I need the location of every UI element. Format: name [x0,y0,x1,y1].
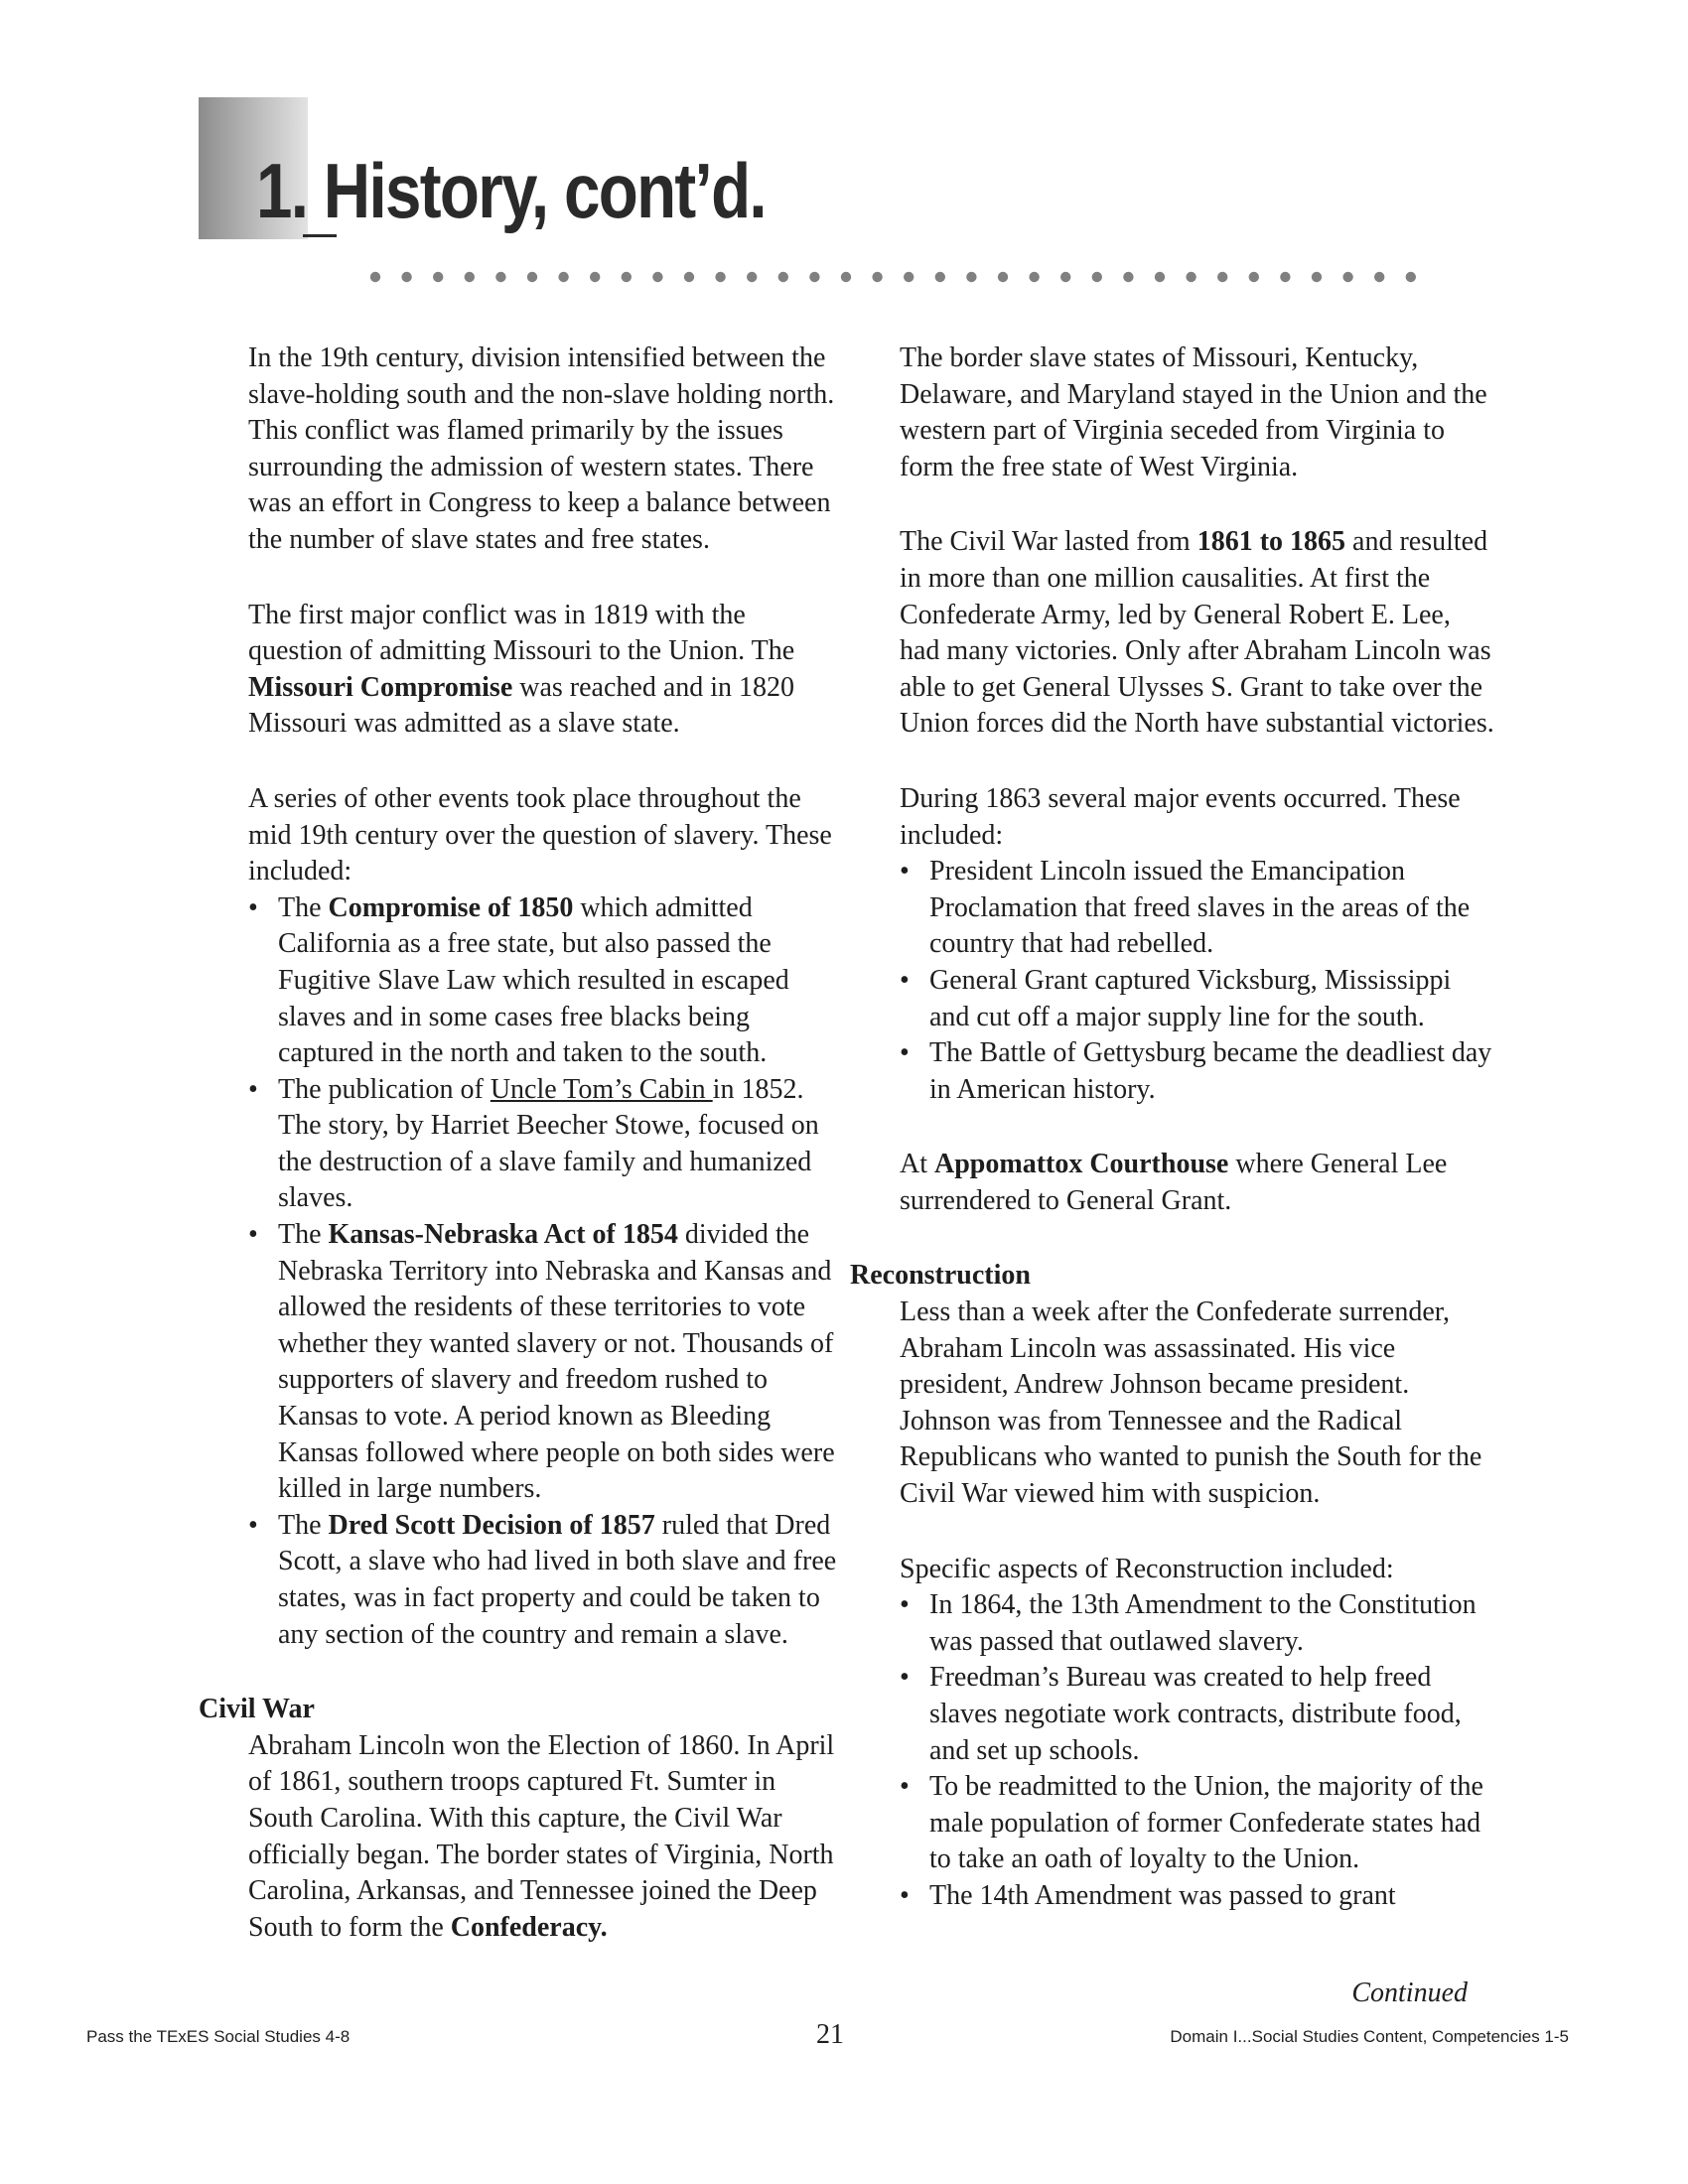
list-item: • Freedman’s Bureau was created to help freed slaves negotiate work contracts, distribute food, and set up schools. [900,1660,1495,1769]
dot-ornament [935,272,945,282]
text-run: The [278,1509,329,1541]
dot-ornament [1406,272,1416,282]
dot-ornament [966,272,976,282]
dot-ornament [1280,272,1290,282]
text-run: ruled that Dred Scott, a slave who had lived in both slave and free states, was in fact property and could be taken to any section of the country and remain a slave. [278,1509,837,1650]
dot-ornament [1312,272,1322,282]
list-item: • To be readmitted to the Union, the majority of the male population of former Confederate states had to take an oath of loyalty to the Union. [900,1769,1495,1878]
bold-term: Kansas-Nebraska Act of 1854 [328,1219,678,1251]
bold-term: Dred Scott Decision of 1857 [328,1509,655,1541]
bold-term: Missouri Compromise [248,671,513,703]
dot-ornament [652,272,662,282]
paragraph [248,1728,844,1947]
paragraph: Less than a week after the Confederate surrender, Abraham Lincoln was assassinated. His vice president, Andrew Johnson became president. Johnson was from Tennessee and the Radical Republicans who wanted to punish the South for the Civil War viewed him with suspicion. [900,1297,1482,1510]
dot-ornament [1155,272,1165,282]
dot-ornament [527,272,537,282]
bullet-list [248,890,844,1653]
list-item [248,890,844,1072]
text-run: which admitted California as a free state, but also passed the Fugitive Slave Law which resulted in escaped slaves and in some cases free blacks being captured in the north and taken to the south. [278,891,789,1069]
footer-right: Domain I...Social Studies Content, Competencies 1-5 [1170,2027,1569,2046]
dot-ornament [872,272,882,282]
dot-ornament [401,272,411,282]
dot-ornament [1186,272,1196,282]
text-run: where General Lee surrendered to General Grant. [900,1149,1448,1216]
dot-ornament [715,272,725,282]
paragraph: The border slave states of Missouri, Kentucky, Delaware, and Maryland stayed in the Union and the western part of Virginia seceded from Virginia to form the free state of West Virginia. [900,342,1487,482]
text-run: in 1852. The story, by Harriet Beecher Stowe, focused on the destruction of a slave family and humanized slaves. [278,1073,819,1214]
paragraph: A series of other events took place throughout the mid 19th century over the question of slavery. These included: [248,782,832,887]
page-number: 21 [816,2019,844,2050]
text-run: and resulted in more than one million causalities. At first the Confederate Army, led by General Robert E. Lee, had many victories. Only after Abraham Lincoln was able to get General Ulysses S. Grant to take over the Union forces did the North have substantial victories. [900,526,1494,740]
dotted-rule [367,268,1430,286]
dot-ornament [465,272,475,282]
dot-ornament [558,272,568,282]
dot-ornament [433,272,443,282]
right-column [850,341,1495,1915]
footer-left: Pass the TExES Social Studies 4-8 [86,2027,351,2046]
dot-ornament [904,272,914,282]
dot-ornament [1249,272,1259,282]
dot-ornament [998,272,1008,282]
bullet-list [900,1587,1495,1914]
text-run: The Civil War lasted from [900,526,1197,558]
text-run: was reached and in 1820 Missouri was admitted as a slave state. [248,671,795,740]
paragraph: During 1863 several major events occurred. These included: [900,782,1461,851]
dot-ornament [684,272,694,282]
dot-ornament [622,272,632,282]
bold-term: Appomattox Courthouse [934,1149,1229,1180]
list-item: • General Grant captured Vicksburg, Mississippi and cut off a major supply line for the south. [900,963,1495,1035]
bold-term: 1861 to 1865 [1196,526,1346,558]
text-run: The [278,891,329,923]
list-item [248,1217,844,1508]
dot-ornament [1217,272,1227,282]
dot-ornament [778,272,788,282]
list-item: • The 14th Amendment was passed to grant [900,1878,1495,1915]
dot-ornament [1060,272,1070,282]
dot-ornament [1374,272,1384,282]
list-item: • President Lincoln issued the Emancipation Proclamation that freed slaves in the areas of the country that had rebelled. [900,854,1495,963]
bold-term: Confederacy. [450,1911,608,1943]
continued-label: Continued [1351,1978,1468,2008]
bullet-list [900,854,1495,1108]
text-run: divided the Nebraska Territory into Nebraska and Kansas and allowed the residents of these territories to vote whether they wanted slavery or not. Thousands of supporters of slavery and freedom rushed to Kansas to vote. A period known as Bleeding Kansas followed where people on both sides were killed in large numbers. [278,1219,835,1505]
paragraph [900,524,1495,743]
text-run: Abraham Lincoln won the Election of 1860. In April of 1861, southern troops captured Ft. Sumter in South Carolina. With this capture, the Civil War officially began. The border states of Virginia, North Carolina, Arkansas, and Tennessee joined the Deep South to form the [248,1729,835,1943]
list-item [248,1508,844,1653]
dot-ornament [590,272,600,282]
dot-ornament [747,272,757,282]
left-column [199,341,844,1946]
list-item [248,1072,844,1217]
dot-ornament [809,272,819,282]
dot-ornament [1092,272,1102,282]
dot-ornament [841,272,851,282]
section-heading-civil-war: Civil War [199,1694,315,1725]
text-run: At [900,1149,934,1180]
dot-ornament [495,272,505,282]
text-run: The publication of [278,1073,491,1105]
dot-ornament [370,272,380,282]
book-title: Uncle Tom’s Cabin [490,1073,713,1105]
dot-ornament [1123,272,1133,282]
paragraph [248,598,844,743]
title-underline [303,234,337,237]
text-run: The [278,1219,329,1251]
section-heading-reconstruction: Reconstruction [850,1260,1031,1292]
page-title: 1. History, cont’d. [256,147,766,234]
dot-ornament [1029,272,1039,282]
list-item: • In 1864, the 13th Amendment to the Constitution was passed that outlawed slavery. [900,1587,1495,1660]
dot-ornament [1342,272,1352,282]
text-run: The first major conflict was in 1819 with the question of admitting Missouri to the Union. The [248,599,795,667]
bold-term: Compromise of 1850 [328,891,574,923]
list-item: • The Battle of Gettysburg became the deadliest day in American history. [900,1035,1495,1108]
paragraph: Specific aspects of Reconstruction included: [900,1553,1394,1584]
paragraph [900,1147,1495,1219]
paragraph: In the 19th century, division intensified between the slave-holding south and the non-slave holding north. This conflict was flamed primarily by the issues surrounding the admission of western states. There was an effort in Congress to keep a balance between the number of slave states and free states. [248,342,835,555]
